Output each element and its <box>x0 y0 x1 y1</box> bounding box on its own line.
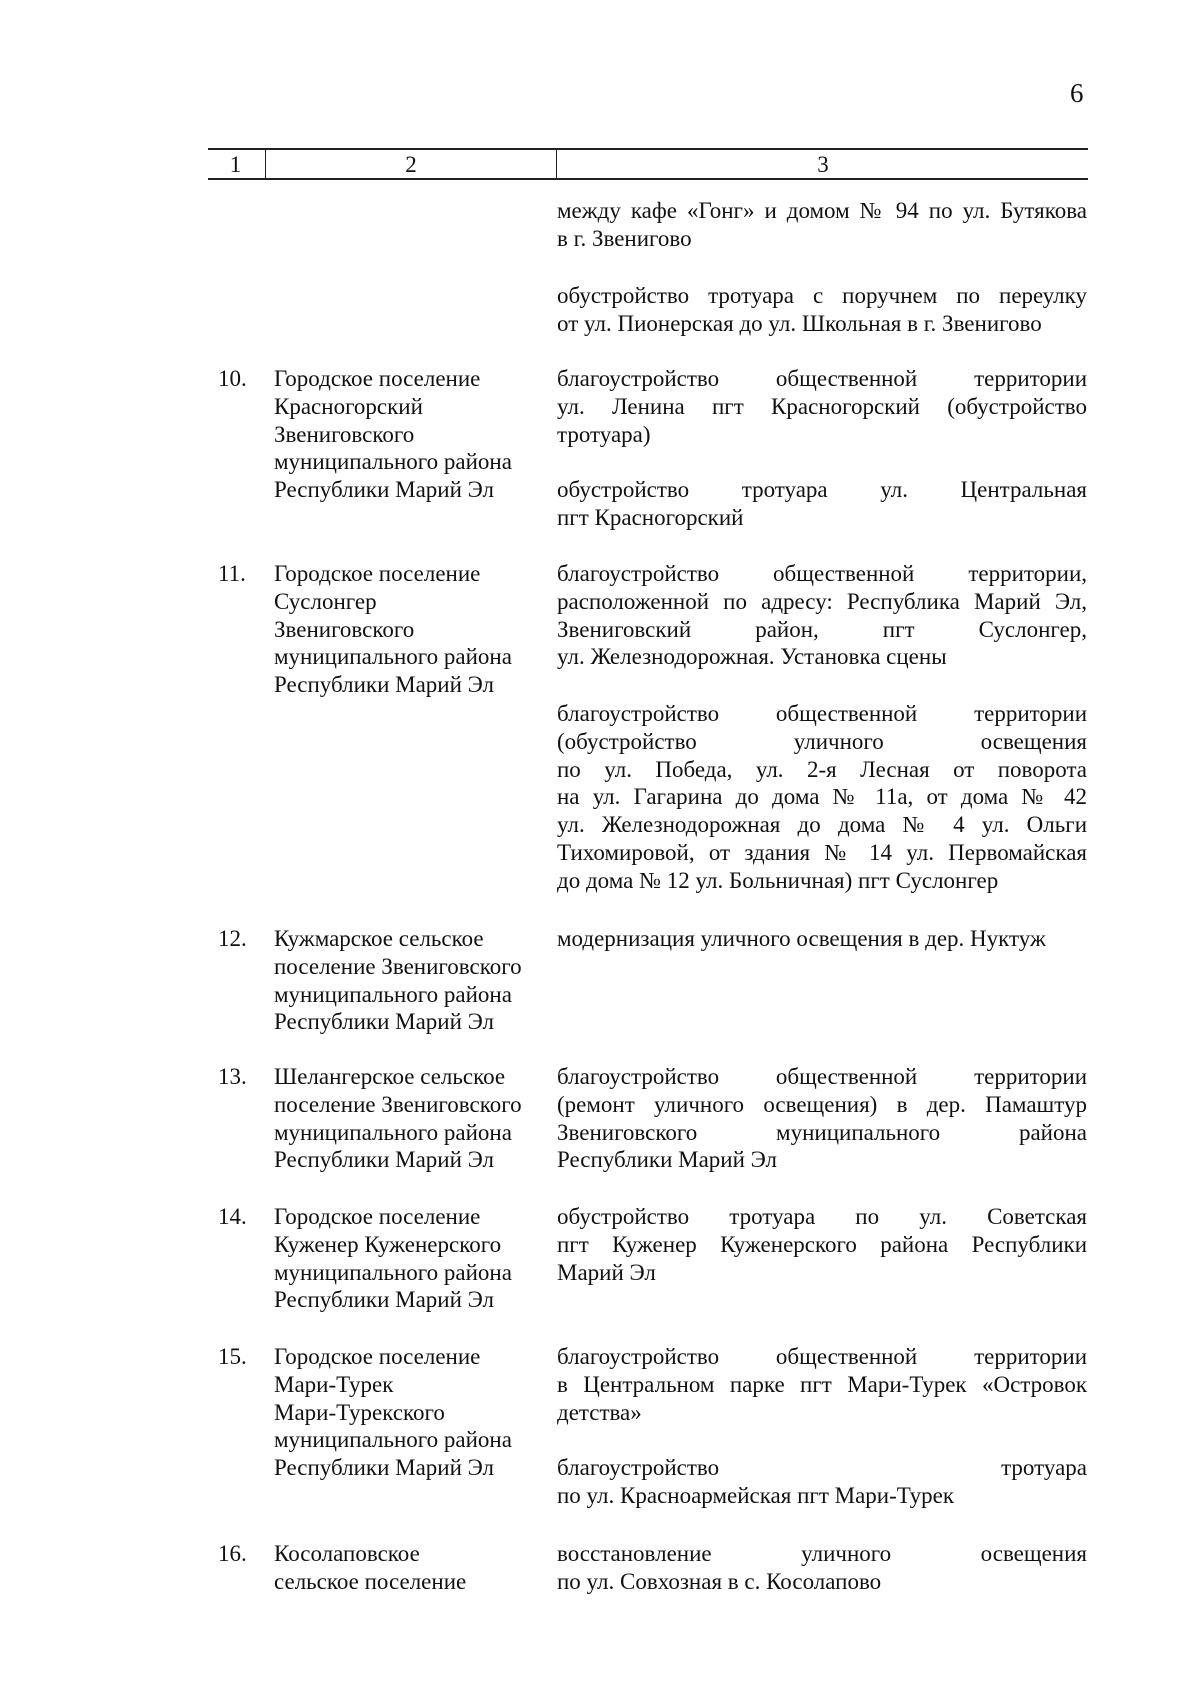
municipality-name-line: Городское поселение <box>274 1344 481 1369</box>
column-header-3: 3 <box>556 150 1089 178</box>
municipality-name-line: Городское поселение <box>274 366 481 391</box>
row-number: 10. <box>218 366 247 391</box>
project-description <box>557 282 1087 338</box>
municipality-name-line: сельское поселение <box>274 1568 467 1594</box>
municipality-name-line: поселение Звениговского <box>274 953 522 979</box>
row-number: 13. <box>218 1064 247 1089</box>
municipality-name-line: Городское поселение <box>274 1204 481 1229</box>
page-number: 6 <box>1070 78 1084 108</box>
project-description-line: по ул. Победа, ул. 2-я Лесная от поворота <box>557 756 1087 782</box>
project-description-line: восстановление уличного освещения <box>557 1541 1087 1566</box>
municipality-name-line: муниципального района <box>274 449 512 475</box>
municipality-name-line: поселение Звениговского <box>274 1091 522 1117</box>
project-description-line: ул. Железнодорожная до дома № 4 ул. Ольги <box>557 812 1087 838</box>
project-description-line: благоустройство общественной территории <box>557 1064 1087 1089</box>
project-description <box>557 1063 1087 1174</box>
municipality-name-line: Куженер Куженерского <box>274 1231 502 1257</box>
municipality-name-line: муниципального района <box>274 1427 512 1453</box>
project-description-line: Звениговский район, пгт Суслонгер, <box>557 616 1087 642</box>
project-description <box>557 365 1087 448</box>
project-description <box>557 197 1087 253</box>
municipality-name-line: Звениговского <box>274 616 415 642</box>
project-description <box>557 700 1087 895</box>
municipality-name <box>274 1343 544 1482</box>
municipality-name <box>274 365 544 504</box>
municipality-name-line: муниципального района <box>274 644 512 670</box>
municipality-name-line: Суслонгер <box>274 588 377 614</box>
municipality-name <box>274 560 544 699</box>
project-description <box>557 1343 1087 1426</box>
project-description-line: по ул. Красноармейская пгт Мари-Турек <box>557 1482 955 1508</box>
municipality-name-line: Косолаповское <box>274 1541 420 1566</box>
municipality-name-line: Городское поселение <box>274 561 481 586</box>
row-number: 12. <box>218 926 247 951</box>
project-description-line: пгт Красногорский <box>557 504 744 530</box>
column-header-1: 1 <box>229 152 242 177</box>
municipality-name-line: Мари-Турек <box>274 1371 394 1397</box>
municipality-name-line: Республики Марий Эл <box>274 1009 495 1035</box>
municipality-name <box>274 925 544 1036</box>
project-description-line: по ул. Совхозная в с. Косолапово <box>557 1568 882 1594</box>
project-description-line: благоустройство общественной территории <box>557 1344 1087 1369</box>
row-number: 16. <box>218 1541 247 1566</box>
project-description-line: расположенной по адресу: Республика Марий Эл, <box>557 588 1087 614</box>
project-description-line: благоустройство тротуара <box>557 1455 1087 1480</box>
project-description-line: детства» <box>557 1399 642 1425</box>
project-description-line: ул. Ленина пгт Красногорский (обустройство <box>557 393 1087 419</box>
project-description-line: Республики Марий Эл <box>557 1147 778 1173</box>
municipality-name-line: муниципального района <box>274 1119 512 1145</box>
project-description-line: тротуара) <box>557 421 651 447</box>
municipality-name-line: Кужмарское сельское <box>274 926 484 951</box>
project-description-line: (обустройство уличного освещения <box>557 728 1087 754</box>
municipality-name-line: Республики Марий Эл <box>274 1147 495 1173</box>
municipality-name-line: Республики Марий Эл <box>274 477 495 503</box>
municipality-name-line: Шелангерское сельское <box>274 1064 506 1089</box>
municipality-name-line: Красногорский <box>274 393 423 419</box>
project-description-line: обустройство тротуара по ул. Советская <box>557 1204 1087 1229</box>
project-description <box>557 1540 1087 1596</box>
municipality-name-line: Республики Марий Эл <box>274 672 495 698</box>
project-description-line: между кафе «Гонг» и домом № 94 по ул. Бутякова <box>557 198 1087 223</box>
row-number: 14. <box>218 1204 247 1229</box>
project-description <box>557 1203 1087 1286</box>
project-description-line: обустройство тротуара ул. Центральная <box>557 477 1087 502</box>
project-description <box>557 560 1087 671</box>
municipality-name-line: Республики Марий Эл <box>274 1455 495 1481</box>
municipality-name-line: муниципального района <box>274 981 512 1007</box>
project-description-line: Тихомировой, от здания № 14 ул. Первомайская <box>557 839 1087 865</box>
municipality-name-line: Республики Марий Эл <box>274 1287 495 1313</box>
project-description-line: в г. Звенигово <box>557 225 692 251</box>
row-number: 15. <box>218 1344 247 1369</box>
municipality-name <box>274 1063 544 1174</box>
project-description-line: благоустройство общественной территории <box>557 366 1087 391</box>
project-description-line: до дома № 12 ул. Больничная) пгт Суслонгер <box>557 867 999 893</box>
project-description-line: в Центральном парке пгт Мари-Турек «Островок <box>557 1371 1087 1397</box>
municipality-name-line: Мари-Турекского <box>274 1399 445 1425</box>
project-description-line: (ремонт уличного освещения) в дер. Памаштур <box>557 1091 1087 1117</box>
municipality-name-line: муниципального района <box>274 1259 512 1285</box>
project-description-line: благоустройство общественной территории <box>557 701 1087 726</box>
project-description-line: модернизация уличного освещения в дер. Нуктуж <box>557 926 1046 951</box>
municipality-name-line: Звениговского <box>274 421 415 447</box>
project-description-line: пгт Куженер Куженерского района Республики <box>557 1231 1087 1257</box>
municipality-name <box>274 1540 544 1596</box>
project-description-line: обустройство тротуара с поручнем по переулку <box>557 283 1087 308</box>
project-description-line: на ул. Гагарина до дома № 11а, от дома № 42 <box>557 784 1087 810</box>
project-description-line: от ул. Пионерская до ул. Школьная в г. Звенигово <box>557 310 1042 336</box>
row-number: 11. <box>218 561 246 586</box>
project-description <box>557 1454 1087 1510</box>
municipality-name <box>274 1203 544 1314</box>
project-description <box>557 476 1087 532</box>
project-description-line: благоустройство общественной территории, <box>557 561 1087 586</box>
project-description-line: ул. Железнодорожная. Установка сцены <box>557 644 947 670</box>
column-header-2: 2 <box>265 150 556 178</box>
project-description-line: Марий Эл <box>557 1259 656 1285</box>
project-description-line: Звениговского муниципального района <box>557 1119 1087 1145</box>
project-description <box>557 925 1087 953</box>
table-header <box>208 148 1088 180</box>
